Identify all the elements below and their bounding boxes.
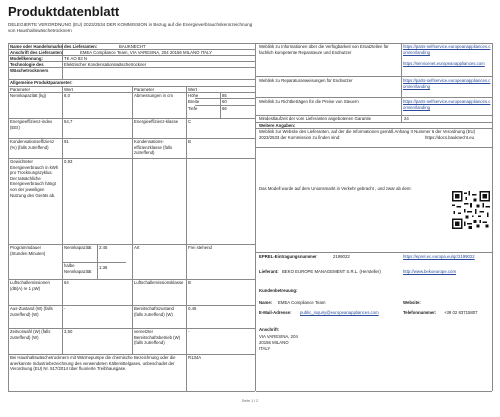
energy-class-value: C	[188, 119, 192, 124]
tax-prices-link[interactable]: https://parts-selfservice.europeanappliances.com/en/landing	[403, 99, 491, 110]
program-half-value: 1:36	[99, 265, 108, 270]
technology-label: Technologie des Wäschetrocknners	[10, 62, 49, 73]
more-info-heading: Weitere Angaben:	[259, 123, 296, 128]
networked-standby-value: -	[188, 329, 190, 334]
condensation-label: Kondensationseffizienz (%) (falls zutreffend)	[10, 139, 55, 150]
heat-pump-refrigerant-value: R134A	[188, 355, 202, 360]
depth-value: 66	[222, 106, 227, 111]
model-value: TK AO 83 N	[64, 56, 87, 61]
regulation-intro: DELEGIERTE VERORDNUNG (EU) 2023/2534 DER KOMMISSION in Bezug auf die Energieverbrauchskennzeichnung von Haushaltswäschetrocknern	[8, 22, 253, 34]
contact-name-value: EMEA Compliance Team	[278, 300, 326, 305]
phone-value: +39 02 83715807	[444, 310, 478, 315]
warranty-value: 24	[404, 116, 409, 121]
program-duration-label: Programmdauer (Stunden:Minuten)	[10, 245, 46, 256]
address-label: Anschrift:	[259, 327, 280, 332]
nennkap-value: 8,0	[64, 93, 70, 98]
supplier-value: BEKO EUROPE MANAGEMENT S.R.L. (Hersteller)	[282, 269, 381, 274]
noise-label: Luftschallemissionen (dB(A) re 1 pW)	[10, 280, 50, 291]
supplier-trademark-label: Name oder Handelsmarke des Lieferanten:	[10, 44, 98, 49]
eei-value: 54,7	[64, 119, 73, 124]
noise-class-value: B	[188, 280, 191, 285]
col-header-value: Wert	[64, 87, 73, 92]
col-header-param: Parameter	[10, 87, 31, 92]
noise-class-label: Luftschallemissionsklasse	[134, 280, 184, 285]
market-placement-text: Das Modell wurde auf dem Unionsmarkt in Verkehr gebracht , und zwar ab dem:	[259, 186, 412, 191]
address-line-1: VIA VARESINA, 204	[259, 334, 298, 339]
supplier-address-label: Anschrift des Lieferanten:	[10, 50, 64, 55]
email-link[interactable]: public_inquiry@europeanappliances.com	[300, 310, 379, 315]
program-full-label: Nennkapazität	[64, 245, 92, 250]
condensation-class-label: Kondensations-effizienzklasse (falls zutreffend)	[134, 139, 173, 156]
height-label: Höhe	[188, 93, 199, 98]
off-mode-value: -	[64, 306, 66, 311]
tax-prices-label: Weblink zu Richtbeträgen für die Preise von Steuern	[259, 99, 359, 104]
spare-parts-label: Weblink zu Informationen über die Verfügbarkeit von Ersatzteilen für fachlich kompetente Reparateure und Endnutzer	[259, 44, 389, 55]
width-label: Breite	[188, 99, 200, 104]
weighted-energy-value: 0,93	[64, 159, 73, 164]
weighted-energy-label: Gewichteter Energieverbrauch in kWh pro Trocknungszyklus. Der tatsächliche Energieverbrauch hängt von der jeweiligen Nutzung des Geräts ab.	[10, 159, 59, 198]
delay-start-value: 3,50	[64, 329, 73, 334]
type-value: Frei stehend	[188, 245, 212, 250]
eprel-label: EPREL-Eintragungsnummer	[259, 254, 317, 259]
warranty-label: Mindestlaufzeit der vom Lieferanten angebotenen Garantie	[259, 116, 372, 121]
off-mode-label: Aus-Zustand (W) (falls zutreffend) (W)	[10, 306, 53, 317]
height-value: 85	[222, 93, 227, 98]
depth-label: Tiefe	[188, 106, 198, 111]
col-header-param-2: Parameter	[134, 87, 155, 92]
eprel-value: 2199022	[333, 254, 350, 259]
delay-start-label: Zeitvorwahl (W) (falls zutreffend) (W)	[10, 329, 51, 340]
page-title: Produktdatenblatt	[8, 4, 120, 19]
supplier-label: Lieferant:	[259, 269, 279, 274]
website-label: Website:	[403, 300, 421, 305]
supplier-website-text: Weblink zur Website des Lieferanten, auf der die Informationen gemäß Anhang II Nummer 6 der Verordnung (EU) 2023/2533 der Kommission zu finden sind:	[259, 129, 475, 140]
general-params-heading: Allgemeine Produktparameter:	[10, 80, 73, 85]
supplier-address-value: EMEA Compliance Team, VIA VARESINA, 204 20156 MILANO ITALY	[80, 50, 212, 55]
program-half-label: halbe Nennkapazität	[64, 263, 92, 274]
networked-standby-label: vernetzter Bereitschaftsbetrieb (W) (falls zutreffend)	[134, 329, 181, 346]
standby-label: Bereitschaftszustand (falls zutreffend) (W)	[134, 306, 174, 317]
address-line-3: ITALY	[259, 346, 271, 351]
repair-instructions-link[interactable]: https://parts-selfservice.europeanappliances.com/en/landing	[403, 78, 491, 89]
nennkap-label: Nennkapazität (kg)	[10, 93, 47, 98]
servicenet-link[interactable]: https://servicenet.europeanappliances.com	[403, 61, 485, 66]
address-line-2: 20156 MILANO	[259, 340, 289, 345]
supplier-website-link[interactable]: https://docs.bauknecht.eu	[425, 135, 474, 140]
spare-parts-link[interactable]: https://parts-selfservice.europeanappliances.com/en/landing	[403, 44, 491, 55]
repair-instructions-label: Weblink zu Reparaturanweisungen für Endnutzer	[259, 78, 353, 83]
condensation-value: 91	[64, 139, 69, 144]
col-header-value-2: Wert	[188, 87, 197, 92]
heat-pump-refrigerant-label: Bei Haushaltswäschetrocknern mit Wärmepumpe die chemische Bezeichnung oder die anerkannte Industriebezeichnung des verwendeten Kältemittelgases, unbeschadet der Verordnung (EU) Nr. 517/2014 über fluorierte Treibhausgase.	[10, 355, 176, 372]
type-label: Art	[134, 245, 140, 250]
qr-code-icon[interactable]	[452, 191, 490, 229]
supplier-trademark-value: BAUKNECHT	[119, 44, 146, 49]
eprel-link[interactable]: https://eprel.ec.europa.eu/qr/2199022	[403, 254, 475, 259]
model-label: Modellkennung:	[10, 56, 43, 61]
phone-label: Telefonnummer:	[403, 310, 437, 315]
width-value: 60	[222, 99, 227, 104]
technology-value: Elektrischer Kondensationswäschetrockner	[64, 62, 147, 67]
website-link[interactable]: http://www.bekoeurope.com	[403, 269, 457, 274]
customer-service-heading: Kundenbetreuung:	[259, 288, 298, 293]
program-full-value: 2:45	[99, 245, 108, 250]
eei-label: Energieeffizienz-index (EEI)	[10, 119, 53, 130]
energy-class-label: Energieeffizienz-klasse	[134, 119, 179, 124]
dimensions-label: Abmessungen in cm	[134, 93, 173, 98]
noise-value: 64	[64, 280, 69, 285]
standby-value: 0,45	[188, 306, 197, 311]
contact-name-label: Name:	[259, 300, 273, 305]
condensation-class-value: B	[188, 139, 191, 144]
email-label: E-Mail-Adresse:	[259, 310, 292, 315]
page-footer: Seite 1 / 2	[241, 399, 259, 403]
